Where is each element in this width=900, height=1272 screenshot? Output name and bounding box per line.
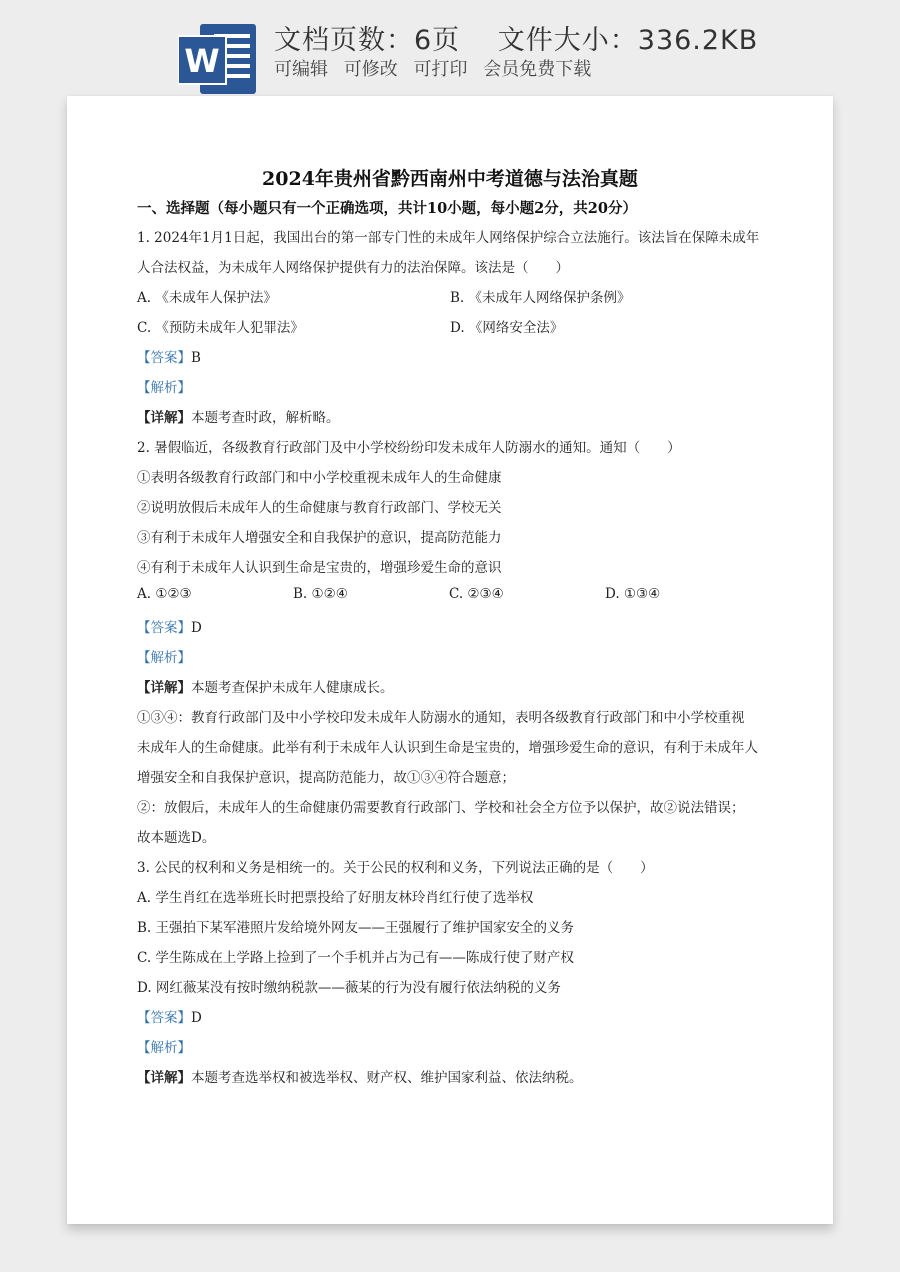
q1-option-d: D. 《网络安全法》 xyxy=(450,320,564,336)
q2-item-1: ①表明各级教育行政部门和中小学校重视未成年人的生命健康 xyxy=(137,470,502,486)
q1-option-c: C. 《预防未成年人犯罪法》 xyxy=(137,320,304,336)
download-banner xyxy=(0,0,900,100)
q1-answer xyxy=(137,346,201,366)
q2-explain-line5: 故本题选D。 xyxy=(137,830,216,846)
q2-stem: 2. 暑假临近，各级教育行政部门及中小学校纷纷印发未成年人防溺水的通知。通知（ ） xyxy=(137,440,681,456)
q3-analysis-tag: 【解析】 xyxy=(137,1040,191,1056)
detail-tag: 【详解】 xyxy=(137,1070,191,1086)
q2-analysis-tag: 【解析】 xyxy=(137,650,191,666)
answer-tag: 【答案】 xyxy=(137,1010,191,1026)
feature-list xyxy=(274,55,601,81)
detail-text: 本题考查选举权和被选举权、财产权、维护国家利益、依法纳税。 xyxy=(191,1070,583,1086)
q2-option-d: D. ①③④ xyxy=(605,586,661,602)
q3-option-a: A. 学生肖红在选举班长时把票投给了好朋友林玲肖红行使了选举权 xyxy=(137,890,534,906)
q2-explain-line3: 增强安全和自我保护意识，提高防范能力，故①③④符合题意； xyxy=(137,770,515,786)
q3-answer xyxy=(137,1006,202,1026)
section-heading: 一、选择题（每小题只有一个正确选项，共计10小题，每小题2分，共20分） xyxy=(137,200,637,217)
q2-detail xyxy=(137,676,394,696)
q2-item-2: ②说明放假后未成年人的生命健康与教育行政部门、学校无关 xyxy=(137,500,502,516)
q1-option-a: A. 《未成年人保护法》 xyxy=(137,290,277,306)
q3-option-c: C. 学生陈成在上学路上捡到了一个手机并占为己有——陈成行使了财产权 xyxy=(137,950,574,966)
detail-tag: 【详解】 xyxy=(137,680,191,696)
answer-value: B xyxy=(191,350,201,366)
answer-value: D xyxy=(191,620,202,636)
q1-stem-line2: 人合法权益，为未成年人网络保护提供有力的法治保障。该法是（ ） xyxy=(137,260,569,276)
q2-option-b: B. ①②④ xyxy=(293,586,348,602)
answer-tag: 【答案】 xyxy=(137,620,191,636)
q2-item-4: ④有利于未成年人认识到生命是宝贵的，增强珍爱生命的意识 xyxy=(137,560,502,576)
q1-analysis-tag: 【解析】 xyxy=(137,380,191,396)
answer-value: D xyxy=(191,1010,202,1026)
feature-editable: 可编辑 xyxy=(274,59,328,80)
q1-detail xyxy=(137,406,340,426)
document-title: 2024年贵州省黔西南州中考道德与法治真题 xyxy=(262,168,638,190)
q3-option-d: D. 网红薇某没有按时缴纳税款——薇某的行为没有履行依法纳税的义务 xyxy=(137,980,561,996)
detail-text: 本题考查保护未成年人健康成长。 xyxy=(191,680,394,696)
feature-printable: 可打印 xyxy=(413,59,468,80)
file-info-title: 文档页数：6页 文件大小：336.2KB xyxy=(274,25,759,56)
q1-option-b: B. 《未成年人网络保护条例》 xyxy=(450,290,631,306)
q2-explain-line4: ②：放假后，未成年人的生命健康仍需要教育行政部门、学校和社会全方位予以保护，故②说法错误； xyxy=(137,800,745,816)
q3-option-b: B. 王强拍下某军港照片发给境外网友——王强履行了维护国家安全的义务 xyxy=(137,920,575,936)
q1-stem-line1: 1. 2024年1月1日起，我国出台的第一部专门性的未成年人网络保护综合立法施行。该法旨在保障未成年 xyxy=(137,230,760,246)
detail-text: 本题考查时政，解析略。 xyxy=(191,410,340,426)
answer-tag: 【答案】 xyxy=(137,350,191,366)
q2-answer xyxy=(137,616,202,636)
q2-item-3: ③有利于未成年人增强安全和自我保护的意识，提高防范能力 xyxy=(137,530,502,546)
q3-stem: 3. 公民的权利和义务是相统一的。关于公民的权利和义务，下列说法正确的是（ ） xyxy=(137,860,654,876)
feature-modifiable: 可修改 xyxy=(343,59,398,80)
svg-text:W: W xyxy=(184,42,220,80)
q2-option-a: A. ①②③ xyxy=(137,586,192,602)
word-document-icon xyxy=(178,22,258,96)
q3-detail xyxy=(137,1066,583,1086)
feature-member-download[interactable]: 会员免费下载 xyxy=(483,59,592,80)
q2-explain-line2: 未成年人的生命健康。此举有利于未成年人认识到生命是宝贵的，增强珍爱生命的意识，有利于未成年人 xyxy=(137,740,758,756)
detail-tag: 【详解】 xyxy=(137,410,191,426)
q2-explain-line1: ①③④：教育行政部门及中小学校印发未成年人防溺水的通知，表明各级教育行政部门和中小学校重视 xyxy=(137,710,745,726)
q2-option-c: C. ②③④ xyxy=(449,586,504,602)
